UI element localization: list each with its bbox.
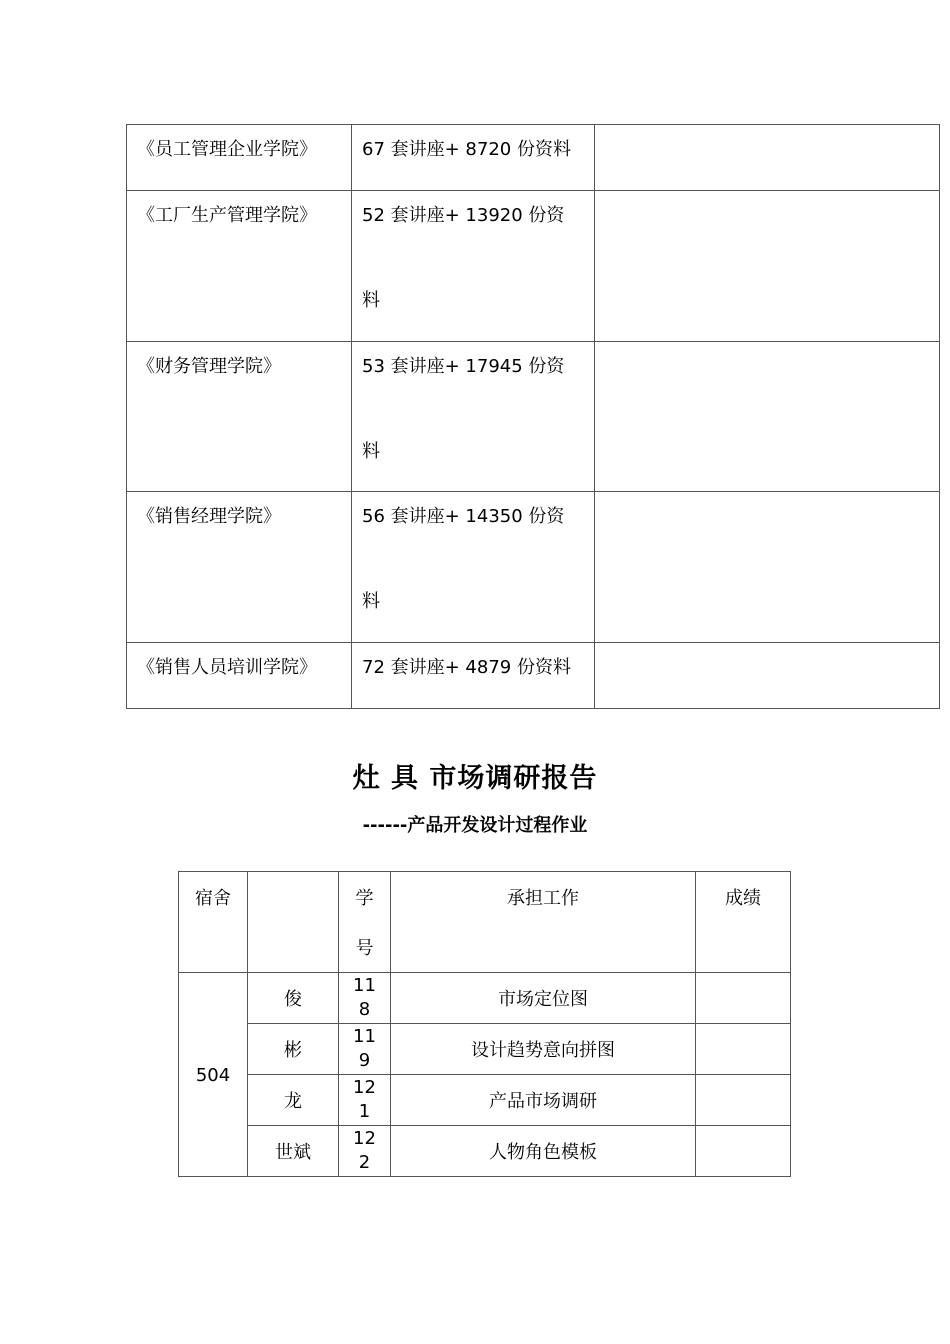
student-number: 12 1	[339, 1075, 391, 1126]
header-work: 承担工作	[391, 872, 696, 973]
member-score	[696, 1075, 791, 1126]
members-table	[178, 871, 791, 1177]
course-name-cell: 《销售人员培训学院》	[127, 643, 352, 709]
member-score	[696, 973, 791, 1024]
course-desc-line1: 56 套讲座+ 14350 份资	[362, 506, 565, 527]
member-score	[696, 1126, 791, 1177]
course-desc-cell	[352, 191, 595, 342]
table-row	[179, 973, 791, 1024]
course-desc-line1: 53 套讲座+ 17945 份资	[362, 356, 565, 377]
member-work: 产品市场调研	[391, 1075, 696, 1126]
table-row	[127, 125, 940, 191]
member-name: 俊	[248, 973, 339, 1024]
course-extra-cell	[595, 125, 940, 191]
table-row	[127, 342, 940, 492]
course-desc-cell: 72 套讲座+ 4879 份资料	[352, 643, 595, 709]
table-row	[127, 643, 940, 709]
member-name: 世斌	[248, 1126, 339, 1177]
course-name-cell: 《销售经理学院》	[127, 492, 352, 643]
header-student-number: 学 号	[339, 872, 391, 973]
course-desc-line1: 52 套讲座+ 13920 份资	[362, 205, 565, 226]
member-work: 设计趋势意向拼图	[391, 1024, 696, 1075]
courses-table	[126, 124, 940, 709]
course-desc-cell	[352, 342, 595, 492]
table-header-row	[179, 872, 791, 973]
member-work: 市场定位图	[391, 973, 696, 1024]
course-name-cell: 《员工管理企业学院》	[127, 125, 352, 191]
table-row	[179, 1126, 791, 1177]
member-name: 彬	[248, 1024, 339, 1075]
course-extra-cell	[595, 191, 940, 342]
course-desc-line2: 料	[362, 290, 380, 311]
member-work: 人物角色模板	[391, 1126, 696, 1177]
member-score	[696, 1024, 791, 1075]
header-dorm: 宿舍	[179, 872, 248, 973]
student-number: 12 2	[339, 1126, 391, 1177]
header-name	[248, 872, 339, 973]
student-number: 11 8	[339, 973, 391, 1024]
course-extra-cell	[595, 342, 940, 492]
course-desc-line2: 料	[362, 441, 380, 462]
report-title: 灶 具 市场调研报告	[352, 763, 598, 794]
course-extra-cell	[595, 492, 940, 643]
course-desc-line2: 料	[362, 591, 380, 612]
course-desc-cell: 67 套讲座+ 8720 份资料	[352, 125, 595, 191]
table-row	[179, 1075, 791, 1126]
course-extra-cell	[595, 643, 940, 709]
table-row	[179, 1024, 791, 1075]
member-name: 龙	[248, 1075, 339, 1126]
report-subtitle: ------产品开发设计过程作业	[362, 815, 588, 836]
header-score: 成绩	[696, 872, 791, 973]
course-name-cell: 《工厂生产管理学院》	[127, 191, 352, 342]
table-row	[127, 492, 940, 643]
table-row	[127, 191, 940, 342]
course-name-cell: 《财务管理学院》	[127, 342, 352, 492]
course-desc-cell	[352, 492, 595, 643]
dorm-cell: 504	[179, 973, 248, 1177]
student-number: 11 9	[339, 1024, 391, 1075]
